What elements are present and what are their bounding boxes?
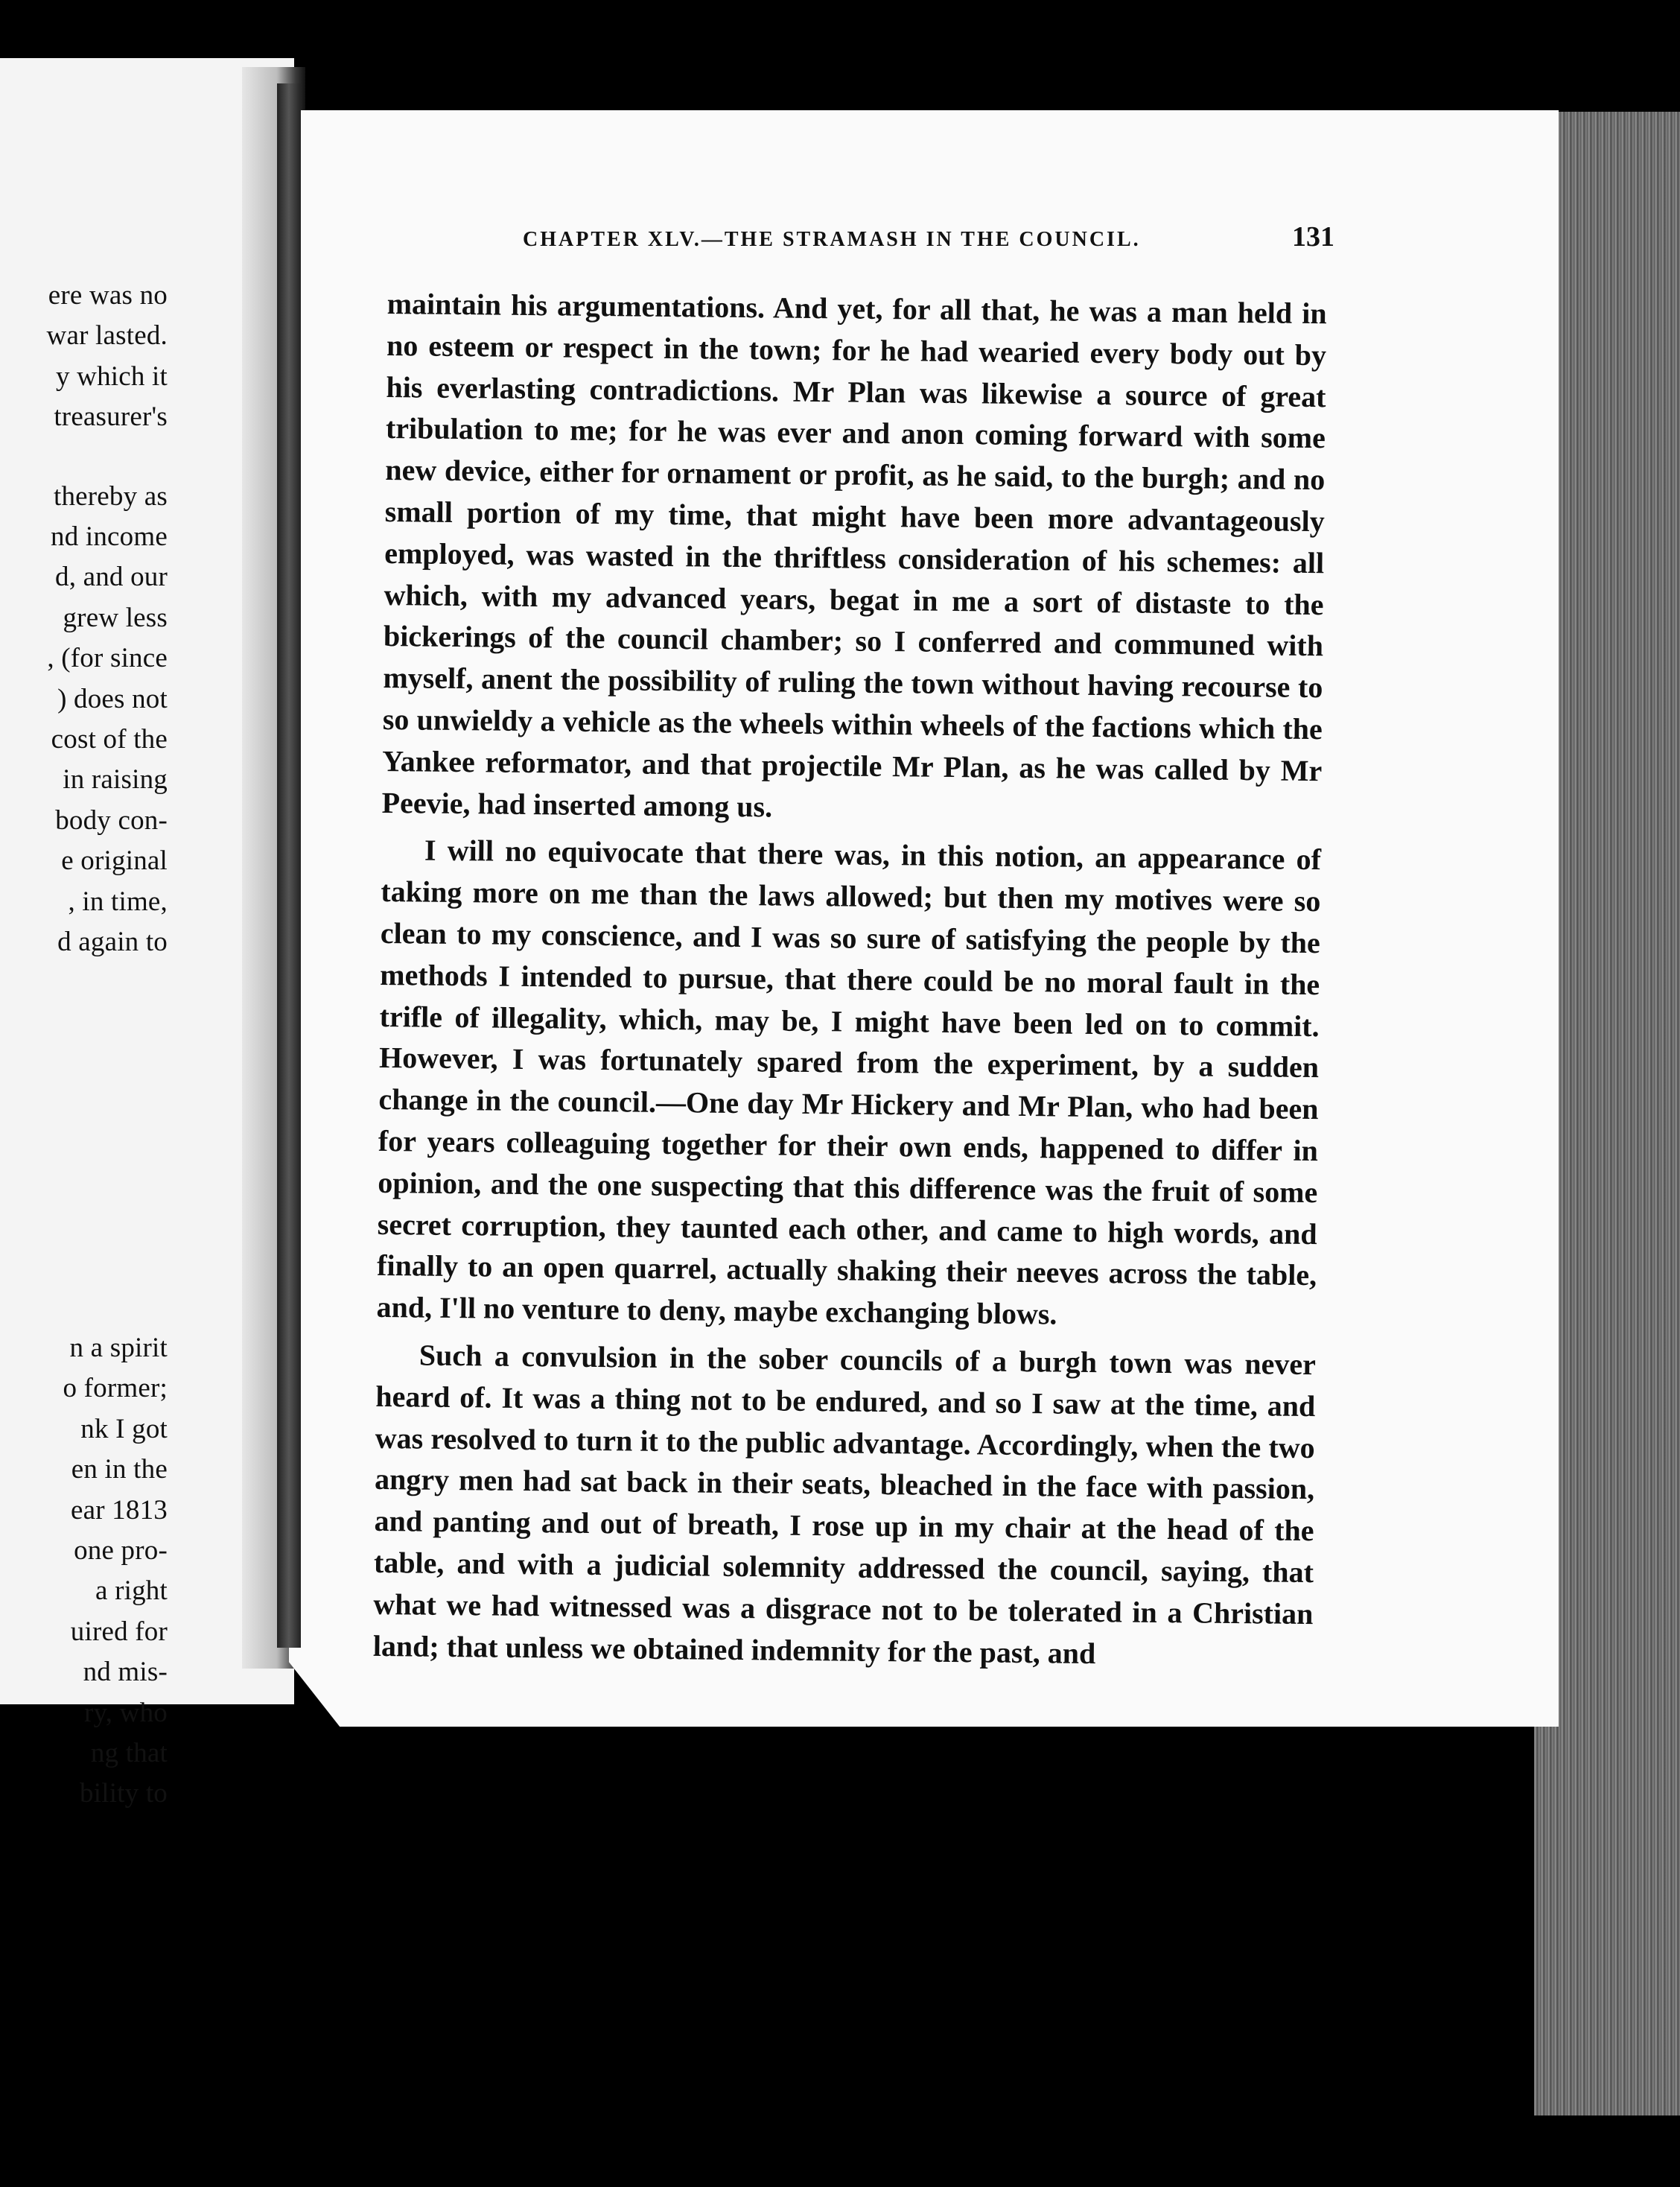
- left-line: ) does not: [57, 683, 168, 714]
- left-line: o former;: [63, 1373, 168, 1404]
- left-line: uired for: [70, 1616, 168, 1647]
- left-line: d again to: [57, 927, 168, 958]
- paragraph: Such a convulsion in the sober councils of a burgh town was never heard of. It was a thing not to be endured, and so I saw at the time, and was resolved to turn it to the public advantage. Accordingly, when the two angry men had sat back in their seats, bleached in the face with passion, and panting and out of breath, I rose up in my chair at the head of the table, and with a judicial solemnity addressed the council, saying, that what we had witnessed was a disgrace not to be tolerated in a Christian land; that unless we obtained indemnity for the past, and: [372, 1338, 1317, 1670]
- left-line: in raising: [63, 764, 168, 796]
- left-line: thereby as: [53, 480, 168, 512]
- running-title: CHAPTER XLV.—THE STRAMASH IN THE COUNCIL.: [523, 228, 1141, 251]
- left-line: , (for since: [47, 643, 168, 674]
- left-line: ear 1813: [70, 1494, 168, 1526]
- paragraph: I will no equivocate that there was, in this notion, an appearance of taking more on me than the laws allowed; but then my motives were so clean to my conscience, and I was so sure of satisfying the people by the methods I intended to pursue, that there could be no moral fault in the trifle of illegality, which, may be, I might have been led on to commit. However, I was fortunately spared from the experiment, by a sudden change in the council.—One day Mr Hickery and Mr Plan, who had been for years colleaguing together for their own ends, happened to differ in opinion, and the one suspecting that this difference was the fruit of some secret corruption, they taunted each other, and came to high words, and finally to an open quarrel, actually shaking their neeves across the table, and, I'll no venture to deny, maybe exchanging blows.: [376, 833, 1322, 1331]
- left-line: en in the: [71, 1454, 168, 1485]
- left-line: nk I got: [80, 1413, 168, 1444]
- left-line: ere was no: [48, 280, 168, 311]
- left-line: nd income: [51, 521, 168, 553]
- page-body: [373, 283, 1327, 1676]
- left-line: d, and our: [55, 562, 168, 593]
- left-line: grew less: [63, 602, 168, 633]
- running-header: [523, 220, 1334, 253]
- left-line: cost of the: [51, 724, 168, 755]
- left-line: ry, who: [83, 1697, 168, 1728]
- left-line: ng that: [90, 1738, 168, 1769]
- left-line: one pro-: [74, 1535, 168, 1567]
- left-line: nd mis-: [83, 1657, 168, 1688]
- left-line: e original: [61, 845, 168, 877]
- left-line: war lasted.: [46, 320, 168, 352]
- paragraph: maintain his argumentations. And yet, for all that, he was a man held in no esteem or respect in the town; for he had wearied every body out by his everlasting contradictions. Mr Plan was likewise a source of great tribulation to me; for he was ever and anon coming forward with some new device, either for ornament or profit, as he said, to the burgh; and no small portion of my time, that might have been more advantageously employed, was wasted in the thriftless consideration of his schemes: all which, with my advanced years, begat in me a sort of distaste to the bickerings of the council chamber; so I conferred and communed with myself, anent the possibility of ruling the town without having recourse to so unwieldy a vehicle as the wheels within wheels of the factions which the Yankee reformator, and that projectile Mr Plan, as he was called by Mr Peevie, had inserted among us.: [381, 286, 1327, 824]
- left-line: body con-: [55, 804, 168, 836]
- left-line: treasurer's: [54, 401, 168, 433]
- left-line: , in time,: [68, 886, 168, 917]
- left-line: y which it: [56, 361, 168, 392]
- left-line: n a spirit: [69, 1333, 168, 1363]
- book-spine: [277, 83, 301, 1648]
- left-line: bility to: [80, 1778, 168, 1809]
- left-page-text-bottom: [63, 1328, 168, 1815]
- left-page-text-top: [47, 276, 168, 963]
- left-line: a right: [95, 1575, 168, 1607]
- page-number: 131: [1292, 221, 1334, 253]
